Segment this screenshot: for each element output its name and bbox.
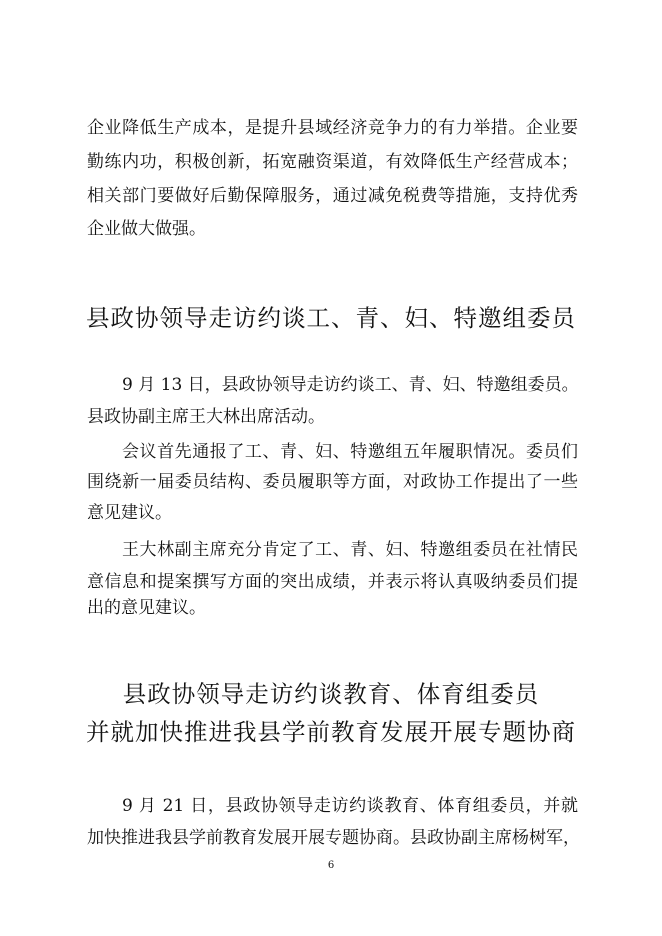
body-text-line: 县政协副主席王大林出席活动。 [87, 407, 325, 427]
body-text-line: 企业降低生产成本，是提升县域经济竞争力的有力举措。企业要 [87, 118, 578, 138]
body-text-line: 勤练内功，积极创新，拓宽融资渠道，有效降低生产经营成本； [87, 152, 578, 172]
body-text-line: 意信息和提案撰写方面的突出成绩，并表示将认真吸纳委员们提 [87, 572, 578, 592]
section-heading-line-1: 县政协领导走访约谈教育、体育组委员 [122, 680, 540, 708]
section-heading: 县政协领导走访约谈工、青、妇、特邀组委员 [86, 304, 576, 332]
body-text-line: 出的意见建议。 [87, 598, 206, 618]
section-heading-line-2: 并就加快推进我县学前教育发展开展专题协商 [86, 718, 576, 746]
body-text-line: 围绕新一届委员结构、委员履职等方面，对政协工作提出了一些 [87, 472, 578, 492]
body-text-line: 会议首先通报了工、青、妇、特邀组五年履职情况。委员们 [122, 442, 578, 462]
body-text-line: 相关部门要做好后勤保障服务，通过减免税费等措施，支持优秀 [87, 186, 578, 206]
body-text-line: 9 月 13 日，县政协领导走访约谈工、青、妇、特邀组委员。 [122, 375, 579, 395]
body-text-line: 意见建议。 [87, 503, 172, 523]
page-number: 6 [327, 860, 335, 871]
body-text-line: 企业做大做强。 [87, 219, 206, 239]
body-text-line: 王大林副主席充分肯定了工、青、妇、特邀组委员在社情民 [122, 540, 578, 560]
body-text-line: 9 月 21 日，县政协领导走访约谈教育、体育组委员，并就 [122, 796, 578, 816]
body-text-line: 加快推进我县学前教育发展开展专题协商。县政协副主席杨树军， [87, 828, 580, 848]
